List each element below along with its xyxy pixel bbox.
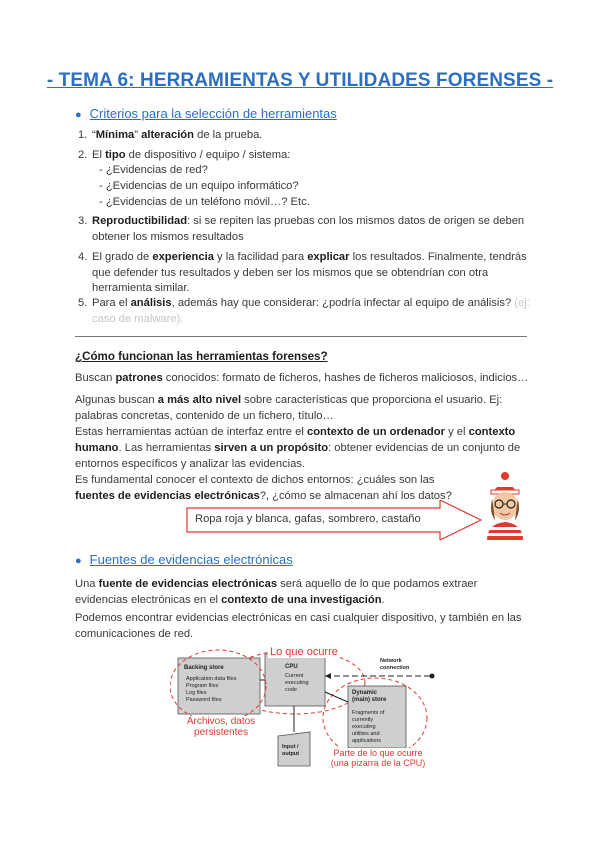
page-title: - TEMA 6: HERRAMIENTAS Y UTILIDADES FORENSES - (46, 70, 554, 91)
backing-store-items: Application data files Program files Log files Password files (186, 676, 237, 703)
wally-icon (475, 470, 535, 540)
sub-item: - ¿Evidencias de un equipo informático? (99, 180, 299, 192)
paragraph: Una fuente de evidencias electrónicas será aquello de lo que podamos extraer evidencias electrónicas en el contexto de una investigación. (75, 578, 478, 606)
paragraph: Buscan patrones conocidos: formato de ficheros, hashes de ficheros maliciosos, indicios… (75, 372, 529, 384)
label-parte: Parte de lo que ocurre (una pizarra de la CPU) (316, 748, 440, 768)
paragraph: Es fundamental conocer el contexto de dichos entornos: ¿cuáles son las fuentes de evidencias electrónicas?, ¿cómo se almacenan ahí los datos? (75, 474, 452, 502)
paragraph: Podemos encontrar evidencias electrónicas en casi cualquier dispositivo, y también en las comunicaciones de red. (75, 612, 522, 640)
sub-item: - ¿Evidencias de red? (99, 164, 208, 176)
sub-item: - ¿Evidencias de un teléfono móvil…? Etc. (99, 196, 310, 208)
dynamic-store-items: Fragments of currently executing utilities and applications (352, 710, 385, 744)
evidence-sources-diagram (170, 640, 440, 770)
io-label: Input / output (282, 744, 300, 757)
cpu-items: Current executing code (285, 673, 309, 693)
section-heading-criterios: ● Criterios para la selección de herramientas (75, 106, 337, 121)
paragraph: Estas herramientas actúan de interfaz entre el contexto de un ordenador y el contexto humano. Las herramientas sirven a un propósito: obtener evidencias de un conjunto de entornos específicos y analizar las evidencias. (75, 426, 521, 470)
paragraph: Algunas buscan a más alto nivel sobre características que proporciona el usuario. Ej: palabras concretas, contenido de un fichero, título… (75, 394, 503, 422)
divider (75, 336, 527, 337)
arrow-callout-text: Ropa roja y blanca, gafas, sombrero, castaño (195, 513, 421, 525)
dynamic-store-title: Dynamic (main) store (352, 690, 387, 703)
section-heading-como-funcionan: ¿Cómo funcionan las herramientas forenses? (75, 350, 328, 363)
bullet-icon: ● (75, 555, 82, 567)
bullet-icon: ● (75, 109, 82, 121)
label-lo-que-ocurre: Lo que ocurre (270, 646, 338, 658)
cpu-title: CPU (285, 664, 298, 670)
label-archivos: Archivos, datos persistentes (176, 716, 266, 738)
section-heading-fuentes: ● Fuentes de evidencias electrónicas (75, 552, 293, 567)
network-label: Network connection (380, 658, 410, 671)
backing-store-title: Backing store (184, 665, 224, 671)
document-page: - TEMA 6: HERRAMIENTAS Y UTILIDADES FORENSES - ● Criterios para la selección de herramientas 1. “Mínima” alteración de la prueba. 2. El tipo de dispositivo / equipo / sistema: - ¿Evidencias de red? - ¿Evidencias de un equipo informático? - ¿Evidencias de un teléfono móvil…? Etc. 3. Reproductibilidad: si se repiten las pruebas con los mismos datos de origen se deben obtener los mismos resultados 4. El grado de experiencia y la facilidad para explicar los resultados. Finalmente, tendrás que defender tus resultados y deben ser los mismos que se obtendrían con otra herramienta similar. 5. Para el análisis, además hay que considerar: ¿podría infectar al equipo de análisis? (ej: caso de malware). ¿Cómo funcionan las herramientas forenses? Buscan patrones conocidos: formato de ficheros, hashes de ficheros maliciosos, indicios… Algunas buscan a más alto nivel sobre características que proporciona el usuario. Ej: palabras concretas, contenido de un fichero, título… Estas herramientas actúan de interfaz entre el contexto de un ordenador y el contexto humano. Las herramientas sirven a un propósito: obtener evidencias de un conjunto de entornos específicos y analizar las evidencias. Es fundamental conocer el contexto de dichos entornos: ¿cuáles son las fuentes de evidencias electrónicas?, ¿cómo se almacenan ahí los datos? Ropa roja y blanca, gafas, sombrero, castaño ● Fuentes de evidencias electrónicas Una fuente de evidencias electrónicas será aquello de lo que podamos extraer evidencias electrónicas en el contexto de una investigación. Podemos encontrar evidencias electrónicas en casi cualquier dispositivo, y también en las comunicaciones de red. Backing store Application data files Program files Log files Password files CPU Current executing code Dynamic (main) store Fragments of currently executing utilities and applications Input / output Network connection Lo que ocurre Archivos, datos persistentes Parte de lo que ocurre (una pizarra de la CPU) (0, 0, 600, 848)
